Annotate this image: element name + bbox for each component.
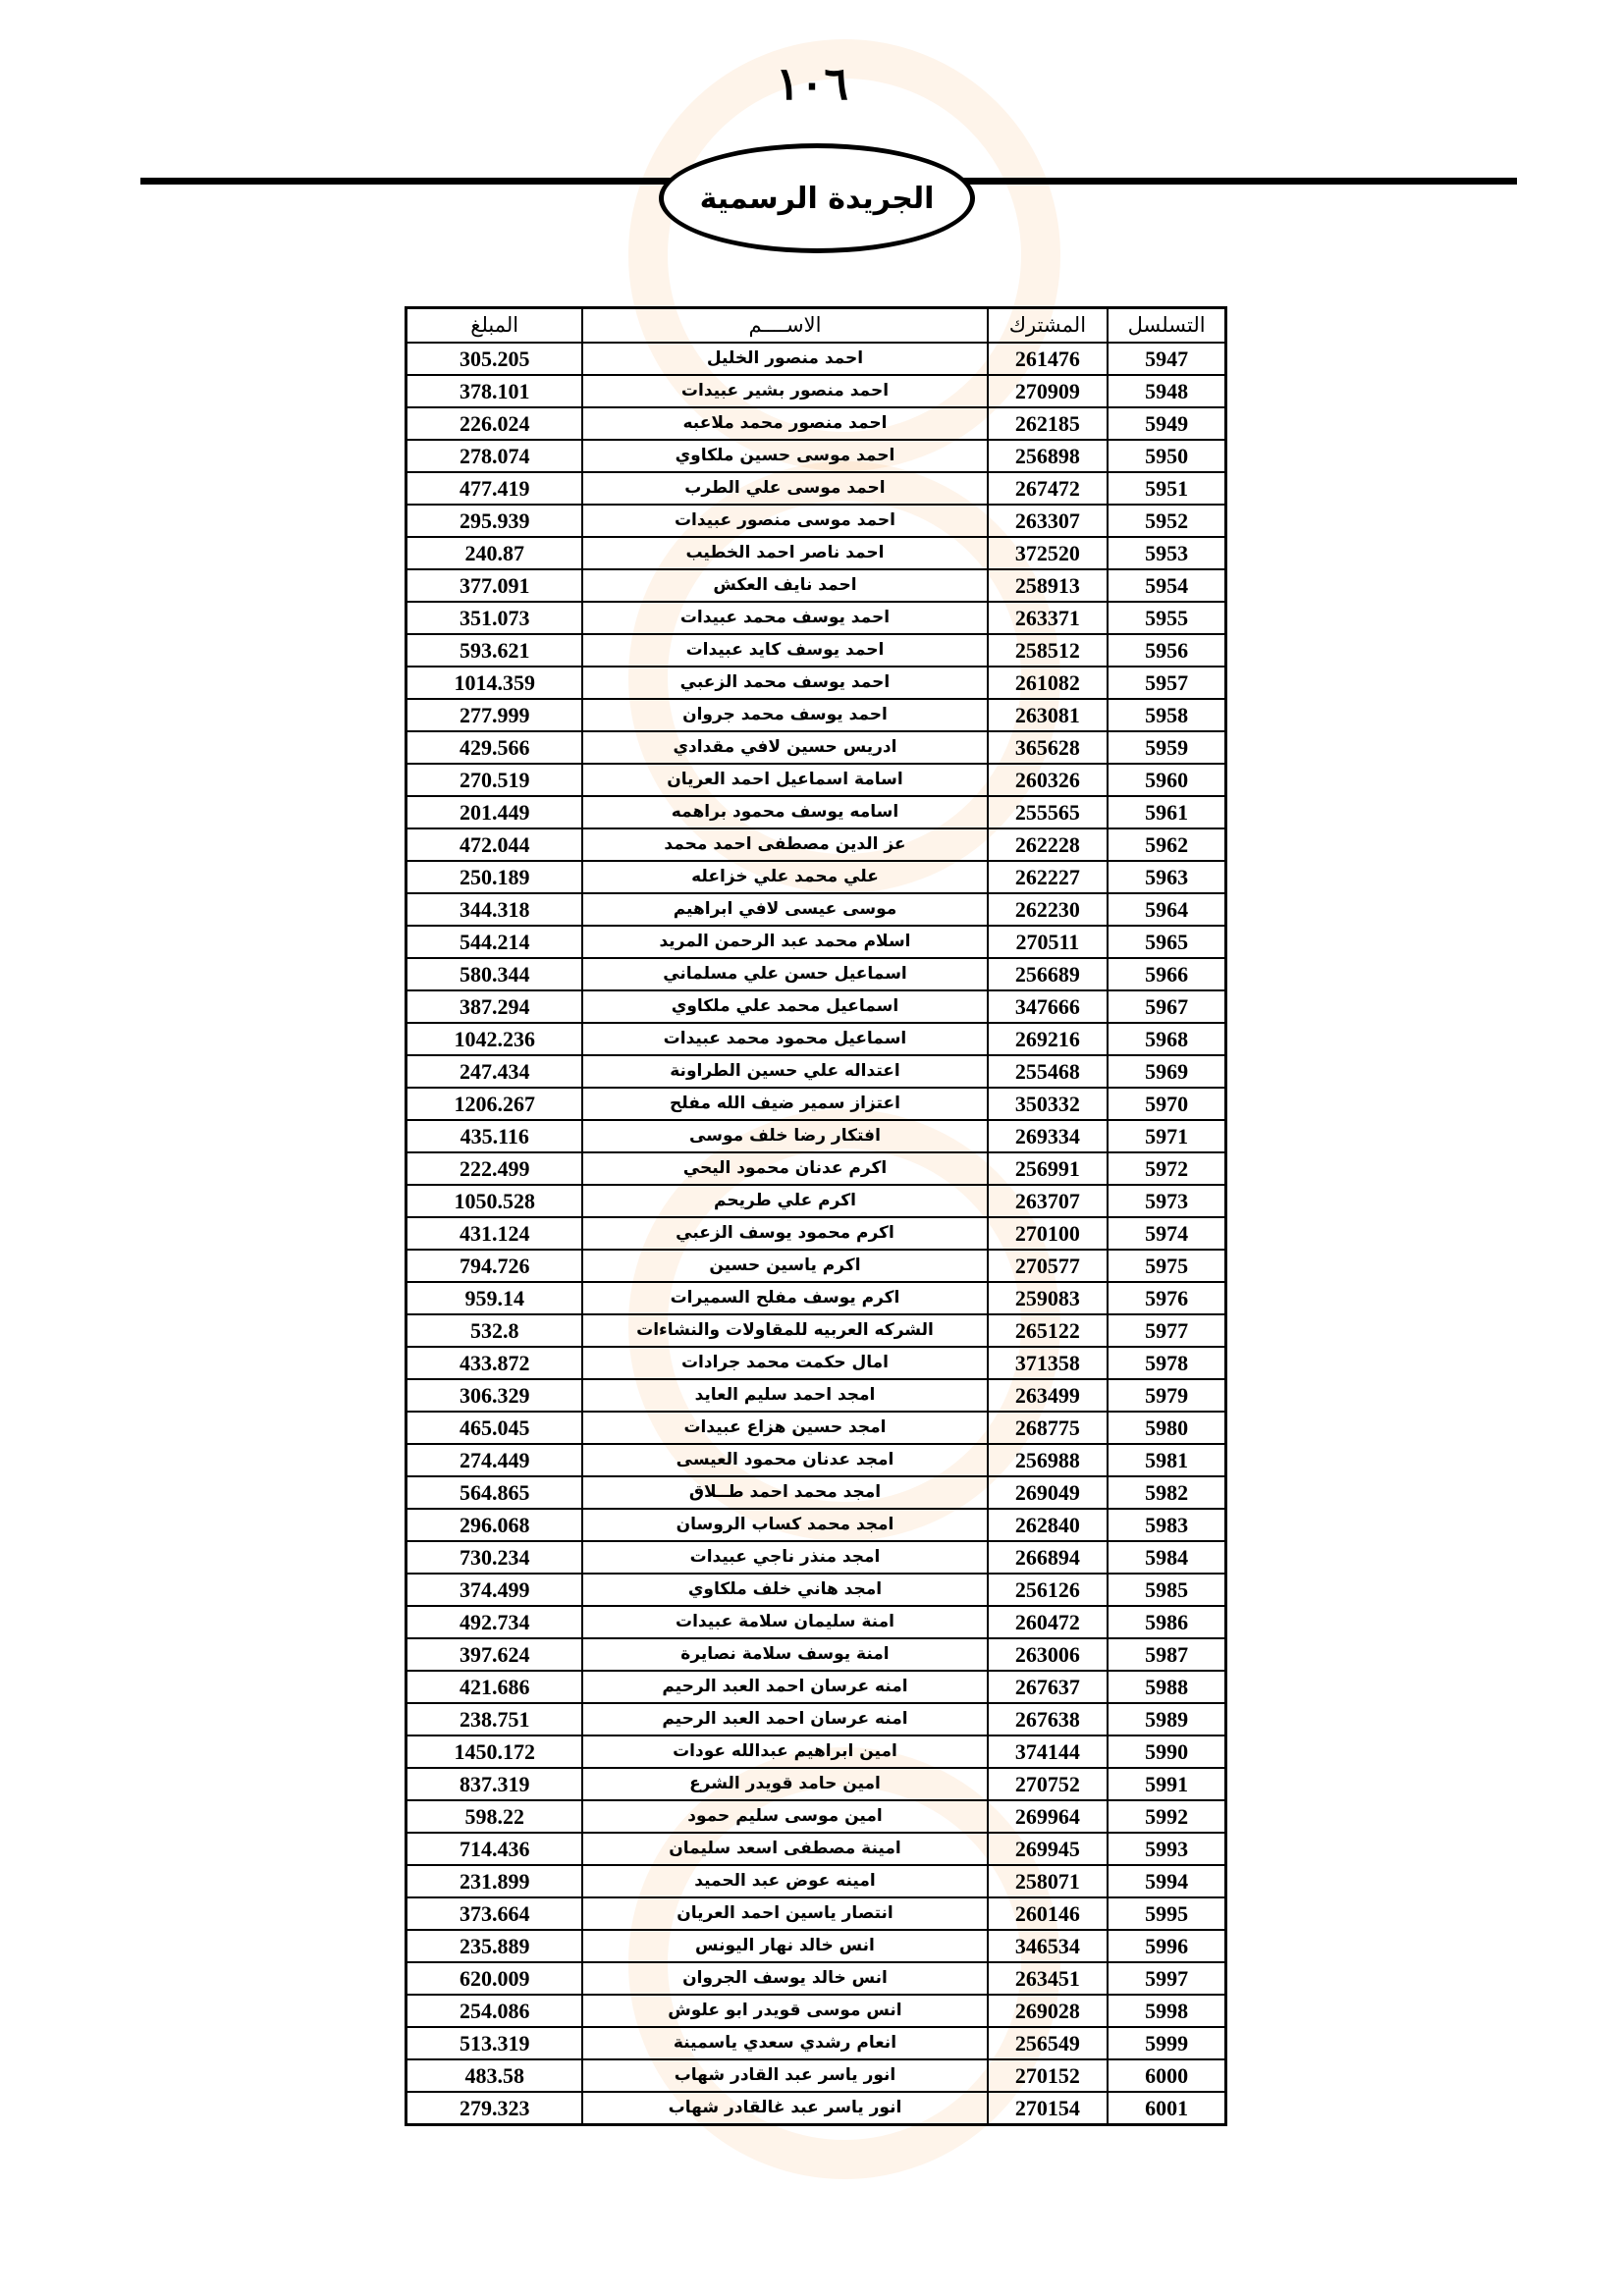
table-row — [406, 893, 1225, 926]
cell-name: انتصار ياسين احمد العريان — [582, 1897, 987, 1930]
cell-serial: 5999 — [1108, 2027, 1225, 2059]
cell-serial: 5965 — [1108, 926, 1225, 958]
table-row — [406, 828, 1225, 861]
cell-serial: 5981 — [1108, 1444, 1225, 1476]
cell-subscriber: 260146 — [988, 1897, 1109, 1930]
table-row — [406, 1606, 1225, 1638]
cell-name: الشركه العربيه للمقاولات والنشاءات — [582, 1314, 987, 1347]
cell-subscriber: 372520 — [988, 537, 1109, 569]
cell-name: اعتداله علي حسين الطراونة — [582, 1055, 987, 1088]
cell-amount: 238.751 — [406, 1703, 582, 1735]
cell-subscriber: 262228 — [988, 828, 1109, 861]
cell-serial: 5966 — [1108, 958, 1225, 990]
cell-subscriber: 258512 — [988, 634, 1109, 667]
cell-subscriber: 269216 — [988, 1023, 1109, 1055]
cell-amount: 374.499 — [406, 1574, 582, 1606]
cell-serial: 5994 — [1108, 1865, 1225, 1897]
cell-name: اسامة اسماعيل احمد العريان — [582, 764, 987, 796]
cell-subscriber: 270752 — [988, 1768, 1109, 1800]
cell-name: اكرم ياسين حسين — [582, 1250, 987, 1282]
cell-amount: 270.519 — [406, 764, 582, 796]
cell-serial: 5984 — [1108, 1541, 1225, 1574]
cell-amount: 254.086 — [406, 1995, 582, 2027]
cell-name: موسى عيسى لافي ابراهيم — [582, 893, 987, 926]
table-row — [406, 375, 1225, 407]
cell-amount: 278.074 — [406, 440, 582, 472]
table-row — [406, 1800, 1225, 1833]
cell-subscriber: 371358 — [988, 1347, 1109, 1379]
table-row — [406, 1023, 1225, 1055]
table-row — [406, 1671, 1225, 1703]
cell-subscriber: 255468 — [988, 1055, 1109, 1088]
table-row — [406, 1250, 1225, 1282]
cell-serial: 5976 — [1108, 1282, 1225, 1314]
cell-name: اكرم محمود يوسف الزعبي — [582, 1217, 987, 1250]
cell-subscriber: 268775 — [988, 1412, 1109, 1444]
cell-amount: 435.116 — [406, 1120, 582, 1152]
cell-serial: 5961 — [1108, 796, 1225, 828]
table-row — [406, 861, 1225, 893]
cell-subscriber: 263081 — [988, 699, 1109, 731]
cell-subscriber: 267472 — [988, 472, 1109, 505]
cell-name: امينة مصطفى اسعد سليمان — [582, 1833, 987, 1865]
table-row — [406, 1541, 1225, 1574]
cell-amount: 201.449 — [406, 796, 582, 828]
cell-subscriber: 256549 — [988, 2027, 1109, 2059]
cell-subscriber: 263371 — [988, 602, 1109, 634]
cell-serial: 5968 — [1108, 1023, 1225, 1055]
table-row — [406, 1088, 1225, 1120]
cell-name: امجد عدنان محمود العيسى — [582, 1444, 987, 1476]
cell-subscriber: 374144 — [988, 1735, 1109, 1768]
cell-serial: 5952 — [1108, 505, 1225, 537]
cell-serial: 6001 — [1108, 2092, 1225, 2124]
cell-serial: 5992 — [1108, 1800, 1225, 1833]
cell-name: امين حامد قويدر الشرع — [582, 1768, 987, 1800]
cell-name: اسماعيل محمود محمد عبيدات — [582, 1023, 987, 1055]
cell-amount: 472.044 — [406, 828, 582, 861]
cell-name: احمد يوسف كايد عبيدات — [582, 634, 987, 667]
cell-amount: 250.189 — [406, 861, 582, 893]
table-row — [406, 1509, 1225, 1541]
cell-name: اسلام محمد عبد الرحمن المريد — [582, 926, 987, 958]
table-row — [406, 1314, 1225, 1347]
cell-subscriber: 256991 — [988, 1152, 1109, 1185]
cell-name: احمد ناصر احمد الخطيب — [582, 537, 987, 569]
cell-subscriber: 270511 — [988, 926, 1109, 958]
cell-subscriber: 261476 — [988, 343, 1109, 375]
table-row — [406, 1995, 1225, 2027]
cell-amount: 477.419 — [406, 472, 582, 505]
cell-name: انور ياسر عبد القادر شهاب — [582, 2059, 987, 2092]
cell-amount: 373.664 — [406, 1897, 582, 1930]
table-row — [406, 731, 1225, 764]
cell-name: احمد موسى حسين ملكاوي — [582, 440, 987, 472]
cell-amount: 598.22 — [406, 1800, 582, 1833]
cell-subscriber: 259083 — [988, 1282, 1109, 1314]
cell-serial: 5969 — [1108, 1055, 1225, 1088]
cell-name: امين ابراهيم عبدالله عودات — [582, 1735, 987, 1768]
cell-subscriber: 258071 — [988, 1865, 1109, 1897]
cell-name: امنة يوسف سلامة نصايرة — [582, 1638, 987, 1671]
cell-subscriber: 260326 — [988, 764, 1109, 796]
cell-subscriber: 256988 — [988, 1444, 1109, 1476]
cell-name: امنه عرسان احمد العبد الرحيم — [582, 1703, 987, 1735]
table-row — [406, 1217, 1225, 1250]
cell-amount: 387.294 — [406, 990, 582, 1023]
cell-name: انس خالد نهار اليونس — [582, 1930, 987, 1962]
table-row — [406, 764, 1225, 796]
cell-amount: 306.329 — [406, 1379, 582, 1412]
cell-name: امجد محمد احمد طــلاق — [582, 1476, 987, 1509]
table-row — [406, 1347, 1225, 1379]
table-row — [406, 343, 1225, 375]
cell-serial: 5971 — [1108, 1120, 1225, 1152]
table-row — [406, 1735, 1225, 1768]
cell-subscriber: 270152 — [988, 2059, 1109, 2092]
cell-serial: 5954 — [1108, 569, 1225, 602]
cell-subscriber: 269049 — [988, 1476, 1109, 1509]
cell-serial: 5998 — [1108, 1995, 1225, 2027]
cell-name: امجد هاني خلف ملكاوي — [582, 1574, 987, 1606]
cell-subscriber: 263707 — [988, 1185, 1109, 1217]
cell-serial: 5960 — [1108, 764, 1225, 796]
cell-name: امين موسى سليم حمود — [582, 1800, 987, 1833]
cell-serial: 5995 — [1108, 1897, 1225, 1930]
cell-amount: 483.58 — [406, 2059, 582, 2092]
cell-serial: 5974 — [1108, 1217, 1225, 1250]
cell-subscriber: 270154 — [988, 2092, 1109, 2124]
cell-name: عز الدين مصطفى احمد محمد — [582, 828, 987, 861]
cell-amount: 1050.528 — [406, 1185, 582, 1217]
cell-amount: 431.124 — [406, 1217, 582, 1250]
cell-name: ادريس حسين لافي مقدادي — [582, 731, 987, 764]
cell-amount: 620.009 — [406, 1962, 582, 1995]
cell-serial: 5982 — [1108, 1476, 1225, 1509]
cell-name: احمد منصور بشير عبيدات — [582, 375, 987, 407]
cell-name: اكرم عدنان محمود اليحي — [582, 1152, 987, 1185]
cell-subscriber: 263006 — [988, 1638, 1109, 1671]
table-row — [406, 1703, 1225, 1735]
publication-title: الجريدة الرسمية — [699, 181, 935, 216]
cell-name: اسماعيل محمد علي ملكاوي — [582, 990, 987, 1023]
cell-subscriber: 350332 — [988, 1088, 1109, 1120]
cell-subscriber: 262840 — [988, 1509, 1109, 1541]
cell-name: انس خالد يوسف الجروان — [582, 1962, 987, 1995]
cell-serial: 5979 — [1108, 1379, 1225, 1412]
cell-subscriber: 262227 — [988, 861, 1109, 893]
cell-subscriber: 263451 — [988, 1962, 1109, 1995]
cell-name: احمد يوسف محمد الزعبي — [582, 667, 987, 699]
cell-amount: 305.205 — [406, 343, 582, 375]
cell-amount: 1206.267 — [406, 1088, 582, 1120]
column-header-subscriber: المشترك — [988, 308, 1109, 343]
cell-serial: 5987 — [1108, 1638, 1225, 1671]
table-row — [406, 1638, 1225, 1671]
cell-amount: 730.234 — [406, 1541, 582, 1574]
cell-serial: 6000 — [1108, 2059, 1225, 2092]
cell-amount: 226.024 — [406, 407, 582, 440]
cell-serial: 5991 — [1108, 1768, 1225, 1800]
cell-amount: 235.889 — [406, 1930, 582, 1962]
table-header-row — [406, 308, 1225, 343]
table-row — [406, 569, 1225, 602]
cell-serial: 5980 — [1108, 1412, 1225, 1444]
cell-name: امجد منذر ناجي عبيدات — [582, 1541, 987, 1574]
cell-subscriber: 270100 — [988, 1217, 1109, 1250]
cell-name: احمد موسى منصور عبيدات — [582, 505, 987, 537]
cell-amount: 513.319 — [406, 2027, 582, 2059]
cell-amount: 279.323 — [406, 2092, 582, 2124]
cell-serial: 5958 — [1108, 699, 1225, 731]
cell-name: احمد يوسف محمد جروان — [582, 699, 987, 731]
cell-amount: 377.091 — [406, 569, 582, 602]
cell-serial: 5953 — [1108, 537, 1225, 569]
cell-amount: 351.073 — [406, 602, 582, 634]
cell-amount: 492.734 — [406, 1606, 582, 1638]
cell-name: امينه عوض عبد الحميد — [582, 1865, 987, 1897]
cell-amount: 277.999 — [406, 699, 582, 731]
cell-amount: 959.14 — [406, 1282, 582, 1314]
table-row — [406, 1282, 1225, 1314]
cell-name: اكرم علي طريحم — [582, 1185, 987, 1217]
cell-serial: 5962 — [1108, 828, 1225, 861]
table-row — [406, 1865, 1225, 1897]
cell-amount: 794.726 — [406, 1250, 582, 1282]
cell-subscriber: 263307 — [988, 505, 1109, 537]
table-row — [406, 505, 1225, 537]
cell-serial: 5948 — [1108, 375, 1225, 407]
cell-subscriber: 267637 — [988, 1671, 1109, 1703]
cell-subscriber: 263499 — [988, 1379, 1109, 1412]
table-row — [406, 990, 1225, 1023]
table-row — [406, 602, 1225, 634]
cell-amount: 429.566 — [406, 731, 582, 764]
cell-amount: 1042.236 — [406, 1023, 582, 1055]
table-row — [406, 667, 1225, 699]
cell-serial: 5975 — [1108, 1250, 1225, 1282]
cell-name: امجد حسين هزاع عبيدات — [582, 1412, 987, 1444]
table-row — [406, 1152, 1225, 1185]
cell-name: امجد احمد سليم العايد — [582, 1379, 987, 1412]
cell-subscriber: 269964 — [988, 1800, 1109, 1833]
cell-name: احمد منصور الخليل — [582, 343, 987, 375]
cell-subscriber: 255565 — [988, 796, 1109, 828]
table-row — [406, 958, 1225, 990]
cell-serial: 5985 — [1108, 1574, 1225, 1606]
cell-serial: 5988 — [1108, 1671, 1225, 1703]
cell-subscriber: 365628 — [988, 731, 1109, 764]
table-row — [406, 1185, 1225, 1217]
cell-name: انعام رشدي سعدي ياسمينة — [582, 2027, 987, 2059]
cell-amount: 532.8 — [406, 1314, 582, 1347]
table-row — [406, 796, 1225, 828]
cell-subscriber: 256126 — [988, 1574, 1109, 1606]
cell-name: افتكار رضا خلف موسى — [582, 1120, 987, 1152]
cell-serial: 5959 — [1108, 731, 1225, 764]
cell-serial: 5950 — [1108, 440, 1225, 472]
cell-name: اسماعيل حسن علي مسلماني — [582, 958, 987, 990]
table-row — [406, 2027, 1225, 2059]
cell-subscriber: 347666 — [988, 990, 1109, 1023]
cell-subscriber: 262230 — [988, 893, 1109, 926]
table-row — [406, 2059, 1225, 2092]
table-row — [406, 1833, 1225, 1865]
cell-serial: 5972 — [1108, 1152, 1225, 1185]
cell-subscriber: 256898 — [988, 440, 1109, 472]
cell-name: احمد يوسف محمد عبيدات — [582, 602, 987, 634]
table-row — [406, 1055, 1225, 1088]
table-row — [406, 472, 1225, 505]
cell-serial: 5973 — [1108, 1185, 1225, 1217]
table-row — [406, 1379, 1225, 1412]
cell-name: علي محمد علي خزاعله — [582, 861, 987, 893]
cell-serial: 5997 — [1108, 1962, 1225, 1995]
cell-amount: 433.872 — [406, 1347, 582, 1379]
cell-serial: 5967 — [1108, 990, 1225, 1023]
cell-name: امال حكمت محمد جرادات — [582, 1347, 987, 1379]
cell-subscriber: 346534 — [988, 1930, 1109, 1962]
cell-serial: 5993 — [1108, 1833, 1225, 1865]
column-header-name: الاســــم — [582, 308, 987, 343]
cell-amount: 240.87 — [406, 537, 582, 569]
cell-name: انور ياسر عبد غالقادر شهاب — [582, 2092, 987, 2124]
table-row — [406, 1412, 1225, 1444]
cell-name: احمد نايف العكش — [582, 569, 987, 602]
cell-serial: 5986 — [1108, 1606, 1225, 1638]
table-row — [406, 1897, 1225, 1930]
cell-subscriber: 265122 — [988, 1314, 1109, 1347]
cell-amount: 295.939 — [406, 505, 582, 537]
cell-amount: 580.344 — [406, 958, 582, 990]
cell-name: احمد موسى علي الطرب — [582, 472, 987, 505]
table-row — [406, 634, 1225, 667]
cell-subscriber: 269028 — [988, 1995, 1109, 2027]
cell-subscriber: 267638 — [988, 1703, 1109, 1735]
cell-amount: 544.214 — [406, 926, 582, 958]
cell-subscriber: 269945 — [988, 1833, 1109, 1865]
cell-amount: 274.449 — [406, 1444, 582, 1476]
cell-amount: 247.434 — [406, 1055, 582, 1088]
cell-serial: 5996 — [1108, 1930, 1225, 1962]
cell-serial: 5977 — [1108, 1314, 1225, 1347]
cell-amount: 1014.359 — [406, 667, 582, 699]
cell-serial: 5970 — [1108, 1088, 1225, 1120]
cell-serial: 5963 — [1108, 861, 1225, 893]
cell-name: امنة سليمان سلامة عبيدات — [582, 1606, 987, 1638]
table-row — [406, 1768, 1225, 1800]
cell-serial: 5957 — [1108, 667, 1225, 699]
table-row — [406, 1930, 1225, 1962]
cell-name: انس موسى قويدر ابو علوش — [582, 1995, 987, 2027]
cell-amount: 593.621 — [406, 634, 582, 667]
table-row — [406, 537, 1225, 569]
cell-subscriber: 270577 — [988, 1250, 1109, 1282]
cell-subscriber: 260472 — [988, 1606, 1109, 1638]
table-row — [406, 2092, 1225, 2124]
column-header-amount: المبلغ — [406, 308, 582, 343]
cell-amount: 421.686 — [406, 1671, 582, 1703]
cell-serial: 5983 — [1108, 1509, 1225, 1541]
cell-serial: 5978 — [1108, 1347, 1225, 1379]
cell-serial: 5955 — [1108, 602, 1225, 634]
cell-amount: 397.624 — [406, 1638, 582, 1671]
cell-serial: 5956 — [1108, 634, 1225, 667]
table-row — [406, 440, 1225, 472]
cell-amount: 344.318 — [406, 893, 582, 926]
table-row — [406, 1476, 1225, 1509]
cell-amount: 222.499 — [406, 1152, 582, 1185]
cell-subscriber: 256689 — [988, 958, 1109, 990]
cell-subscriber: 261082 — [988, 667, 1109, 699]
cell-name: احمد منصور محمد ملاعبه — [582, 407, 987, 440]
cell-serial: 5951 — [1108, 472, 1225, 505]
cell-subscriber: 262185 — [988, 407, 1109, 440]
table-row — [406, 926, 1225, 958]
column-header-serial: التسلسل — [1108, 308, 1225, 343]
cell-name: اعتزاز سمير ضيف الله مفلح — [582, 1088, 987, 1120]
cell-serial: 5947 — [1108, 343, 1225, 375]
cell-amount: 837.319 — [406, 1768, 582, 1800]
cell-serial: 5949 — [1108, 407, 1225, 440]
table-row — [406, 407, 1225, 440]
cell-subscriber: 266894 — [988, 1541, 1109, 1574]
cell-amount: 296.068 — [406, 1509, 582, 1541]
cell-subscriber: 258913 — [988, 569, 1109, 602]
cell-serial: 5989 — [1108, 1703, 1225, 1735]
cell-amount: 465.045 — [406, 1412, 582, 1444]
page-number: ١٠٦ — [775, 59, 849, 109]
cell-subscriber: 270909 — [988, 375, 1109, 407]
table-row — [406, 699, 1225, 731]
table-row — [406, 1444, 1225, 1476]
cell-serial: 5964 — [1108, 893, 1225, 926]
cell-serial: 5990 — [1108, 1735, 1225, 1768]
cell-name: امجد محمد كساب الروسان — [582, 1509, 987, 1541]
cell-amount: 564.865 — [406, 1476, 582, 1509]
table-row — [406, 1962, 1225, 1995]
table-row — [406, 1120, 1225, 1152]
cell-name: امنه عرسان احمد العبد الرحيم — [582, 1671, 987, 1703]
cell-amount: 1450.172 — [406, 1735, 582, 1768]
cell-subscriber: 269334 — [988, 1120, 1109, 1152]
cell-name: اسامه يوسف محمود براهمه — [582, 796, 987, 828]
table-row — [406, 1574, 1225, 1606]
publication-title-badge — [659, 143, 975, 253]
cell-amount: 378.101 — [406, 375, 582, 407]
cell-name: اكرم يوسف مفلح السميرات — [582, 1282, 987, 1314]
payments-table — [405, 306, 1227, 2126]
cell-amount: 714.436 — [406, 1833, 582, 1865]
cell-amount: 231.899 — [406, 1865, 582, 1897]
